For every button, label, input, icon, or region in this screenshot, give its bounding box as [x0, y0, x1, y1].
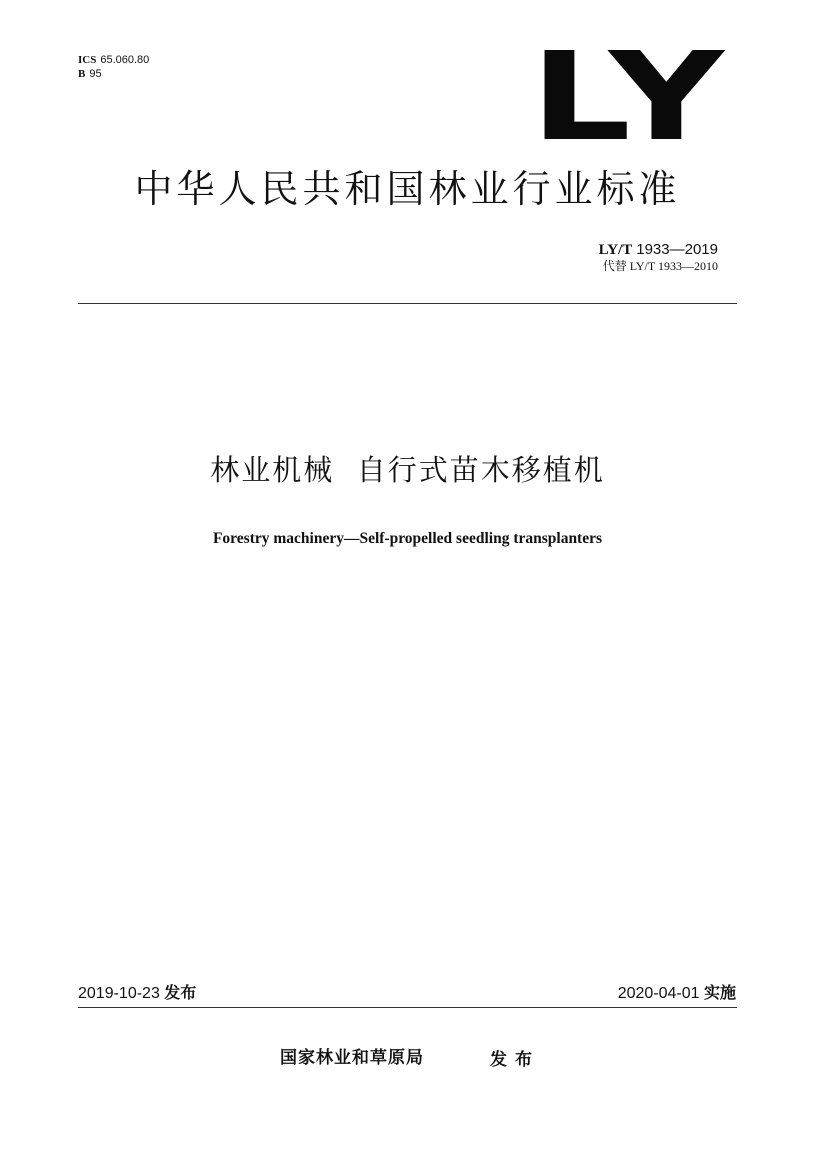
standard-org-title: 中华人民共和国林业行业标准: [134, 167, 681, 211]
implementation-date: [618, 983, 736, 1004]
header-divider: [78, 303, 737, 304]
footer-divider: [78, 1007, 737, 1008]
issuing-action: 发布: [490, 1050, 540, 1070]
standard-number-value: 1933—2019: [636, 241, 718, 258]
standard-number-block: [599, 240, 718, 274]
standard-prefix: LY/T: [598, 242, 633, 258]
ics-label: ICS: [78, 54, 97, 66]
ccs-line: [78, 67, 149, 81]
classification-codes: [78, 53, 149, 81]
standard-number: [599, 240, 718, 259]
document-title-chinese: 林业机械 自行式苗木移植机: [210, 453, 605, 487]
ics-code: 65.060.80: [100, 54, 150, 66]
implementation-date-label: 实施: [703, 983, 736, 1002]
issuing-authority: 国家林业和草原局: [280, 1048, 424, 1068]
document-title-english: Forestry machinery—Self-propelled seedling transplanters: [212, 530, 603, 547]
implementation-date-value: 2020-04-01: [617, 985, 700, 1002]
ccs-label: B: [78, 68, 86, 80]
ics-line: [78, 53, 149, 67]
issue-date: [78, 983, 196, 1004]
issue-date-label: 发布: [164, 983, 197, 1002]
category-code-mark: LY: [530, 26, 727, 168]
issue-date-value: 2019-10-23: [78, 985, 160, 1002]
replaces-note: 代替 LY/T 1933—2010: [602, 259, 718, 273]
ccs-code: 95: [89, 68, 102, 80]
